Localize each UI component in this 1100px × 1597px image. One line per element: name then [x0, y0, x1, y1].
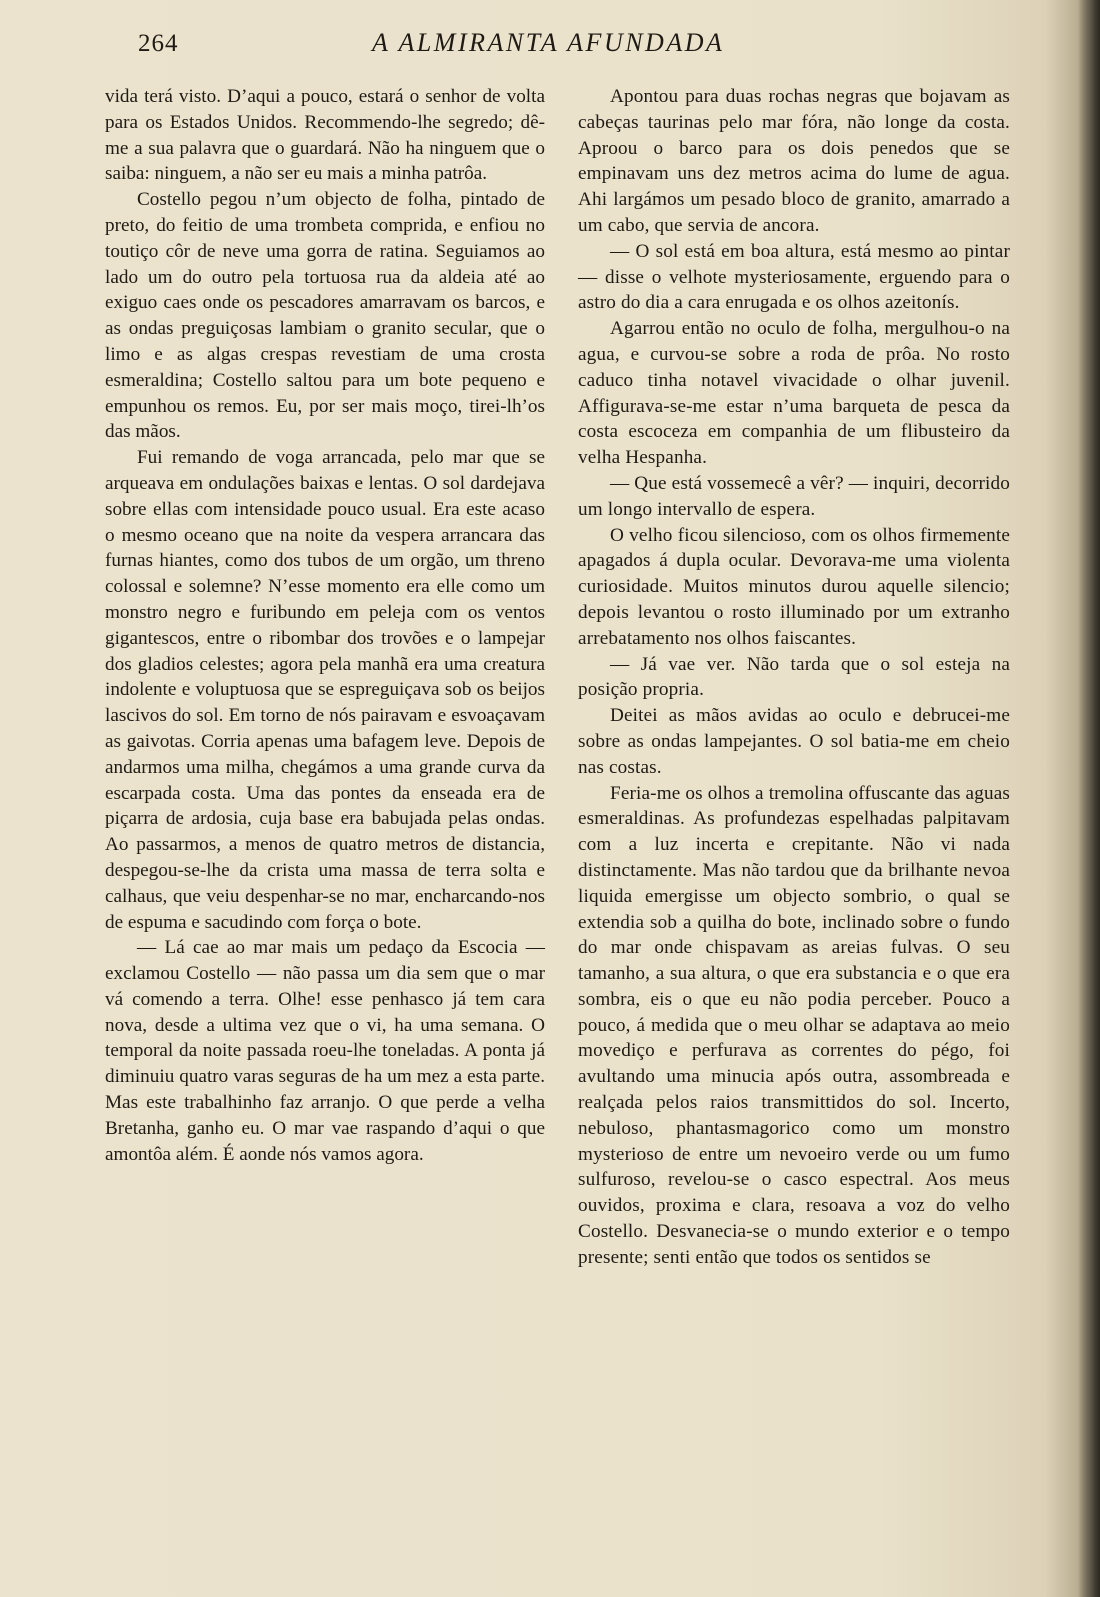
paragraph: Feria-me os olhos a tremolina offuscante das aguas esmeraldinas. As profundezas espelhadas palpitavam com a luz incerta e crepitante. Não vi nada distinctamente. Mas não tardou que da brilhante nevoa liquida emergisse um objecto sombrio, o qual se extendia sob a quilha do bote, inclinado sobre o fundo do mar onde chispavam as areias fulvas. O seu tamanho, a sua altura, o que era substancia e o que era sombra, eis o que eu não podia perceber. Pouco a pouco, á medida que o meu olhar se adaptava ao meio movediço e perfurava as correntes do pégo, foi avultando uma minucia após outra, assombreada e realçada pelos raios transmittidos do sol. Incerto, nebuloso, phantasmagorico como um monstro mysterioso de entre um nevoeiro verde ou um fumo sulfuroso, revelou-se o casco espectral. Aos meus ouvidos, proxima e clara, resoava a voz do velho Costello. Desvanecia-se o mundo exterior e o tempo presente; senti então que todos os sentidos se: [578, 782, 1010, 1268]
paragraph: Deitei as mãos avidas ao oculo e debrucei-me sobre as ondas lampejantes. O sol batia-me em cheio nas costas.: [578, 705, 1010, 778]
left-column: [105, 84, 545, 1167]
paragraph: O velho ficou silencioso, com os olhos firmemente apagados á dupla ocular. Devorava-me uma violenta curiosidade. Muitos minutos durou aquelle silencio; depois levantou o rosto illuminado por um extranho arrebatamento nos olhos faiscantes.: [578, 524, 1010, 649]
paragraph: Apontou para duas rochas negras que bojavam as cabeças taurinas pelo mar fóra, não longe da costa. Aproou o barco para os dois penedos que se empinavam uns dez metros acima do lume de agua. Ahi largámos um pesado bloco de granito, amarrado a um cabo, que servia de ancora.: [578, 86, 1010, 236]
paragraph: — Que está vossemecê a vêr? — inquiri, decorrido um longo intervallo de espera.: [578, 472, 1010, 520]
right-column: [578, 84, 1010, 1271]
page-number: 264: [138, 30, 179, 57]
paragraph: — Lá cae ao mar mais um pedaço da Escocia — exclamou Costello — não passa um dia sem que o mar vá comendo a terra. Olhe! esse penhasco já tem cara nova, desde a ultima vez que o vi, ha uma semana. O temporal da noite passada roeu-lhe toneladas. A ponta já diminuiu quatro varas seguras de ha um mez a esta parte. Mas este trabalhinho faz arranjo. O que perde a velha Bretanha, ganho eu. O mar vae raspando d’aqui o que amontôa além. É aonde nós vamos agora.: [105, 937, 545, 1165]
running-title: A ALMIRANTA AFUNDADA: [372, 28, 725, 57]
binding-shadow: [1078, 0, 1100, 1597]
page-header: [0, 28, 1100, 68]
paragraph: — Já vae ver. Não tarda que o sol esteja na posição propria.: [578, 653, 1010, 701]
paragraph: vida terá visto. D’aqui a pouco, estará o senhor de volta para os Estados Unidos. Recommendo-lhe segredo; dê-me a sua palavra que o guardará. Não ha ninguem que o saiba: ninguem, a não ser eu mais a minha patrôa.: [105, 86, 545, 185]
paragraph: Costello pegou n’um objecto de folha, pintado de preto, do feitio de uma trombeta comprida, e enfiou no toutiço côr de neve uma gorra de ratina. Seguiamos ao lado um do outro pela tortuosa rua da aldeia até ao exiguo caes onde os pescadores amarravam os barcos, e as ondas preguiçosas lambiam o granito secular, que o limo e as algas crespas revestiam de uma crosta esmeraldina; Costello saltou para um bote pequeno e empunhou os remos. Eu, por ser mais moço, tirei-lh’os das mãos.: [105, 189, 545, 443]
paragraph: Fui remando de voga arrancada, pelo mar que se arqueava em ondulações baixas e lentas. O sol dardejava sobre ellas com intensidade pouco usual. Era este acaso o mesmo oceano que na noite da vespera arrancara das furnas hiantes, como dos tubos de um orgão, um threno colossal e solemne? N’esse momento era elle como um monstro negro e furibundo em peleja com os ventos gigantescos, entre o ribombar dos trovões e o lampejar dos gladios celestes; agora pela manhã era uma creatura indolente e voluptuosa que se espreguiçava sob os beijos lascivos do sol. Em torno de nós pairavam e esvoaçavam as gaivotas. Corria apenas uma bafagem leve. Depois de andarmos uma milha, chegámos a uma grande curva da escarpada costa. Uma das pontes da enseada era de piçarra de ardosia, cuja base era babujada pelas ondas. Ao passarmos, a menos de quatro metros de distancia, despegou-se-lhe da crista uma massa de terra solta e calhaus, que veiu despenhar-se no mar, encharcando-nos de espuma e sacudindo com força o bote.: [105, 447, 545, 933]
paragraph: Agarrou então no oculo de folha, mergulhou-o na agua, e curvou-se sobre a roda de prôa. No rosto caduco tinha notavel vivacidade o olhar juvenil. Affigurava-se-me estar n’uma barqueta de pesca da costa escoceza em companhia de um flibusteiro da velha Hespanha.: [578, 318, 1010, 469]
paragraph: — O sol está em boa altura, está mesmo ao pintar — disse o velhote mysteriosamente, erguendo para o astro do dia a cara enrugada e os olhos azeitonís.: [578, 240, 1010, 314]
